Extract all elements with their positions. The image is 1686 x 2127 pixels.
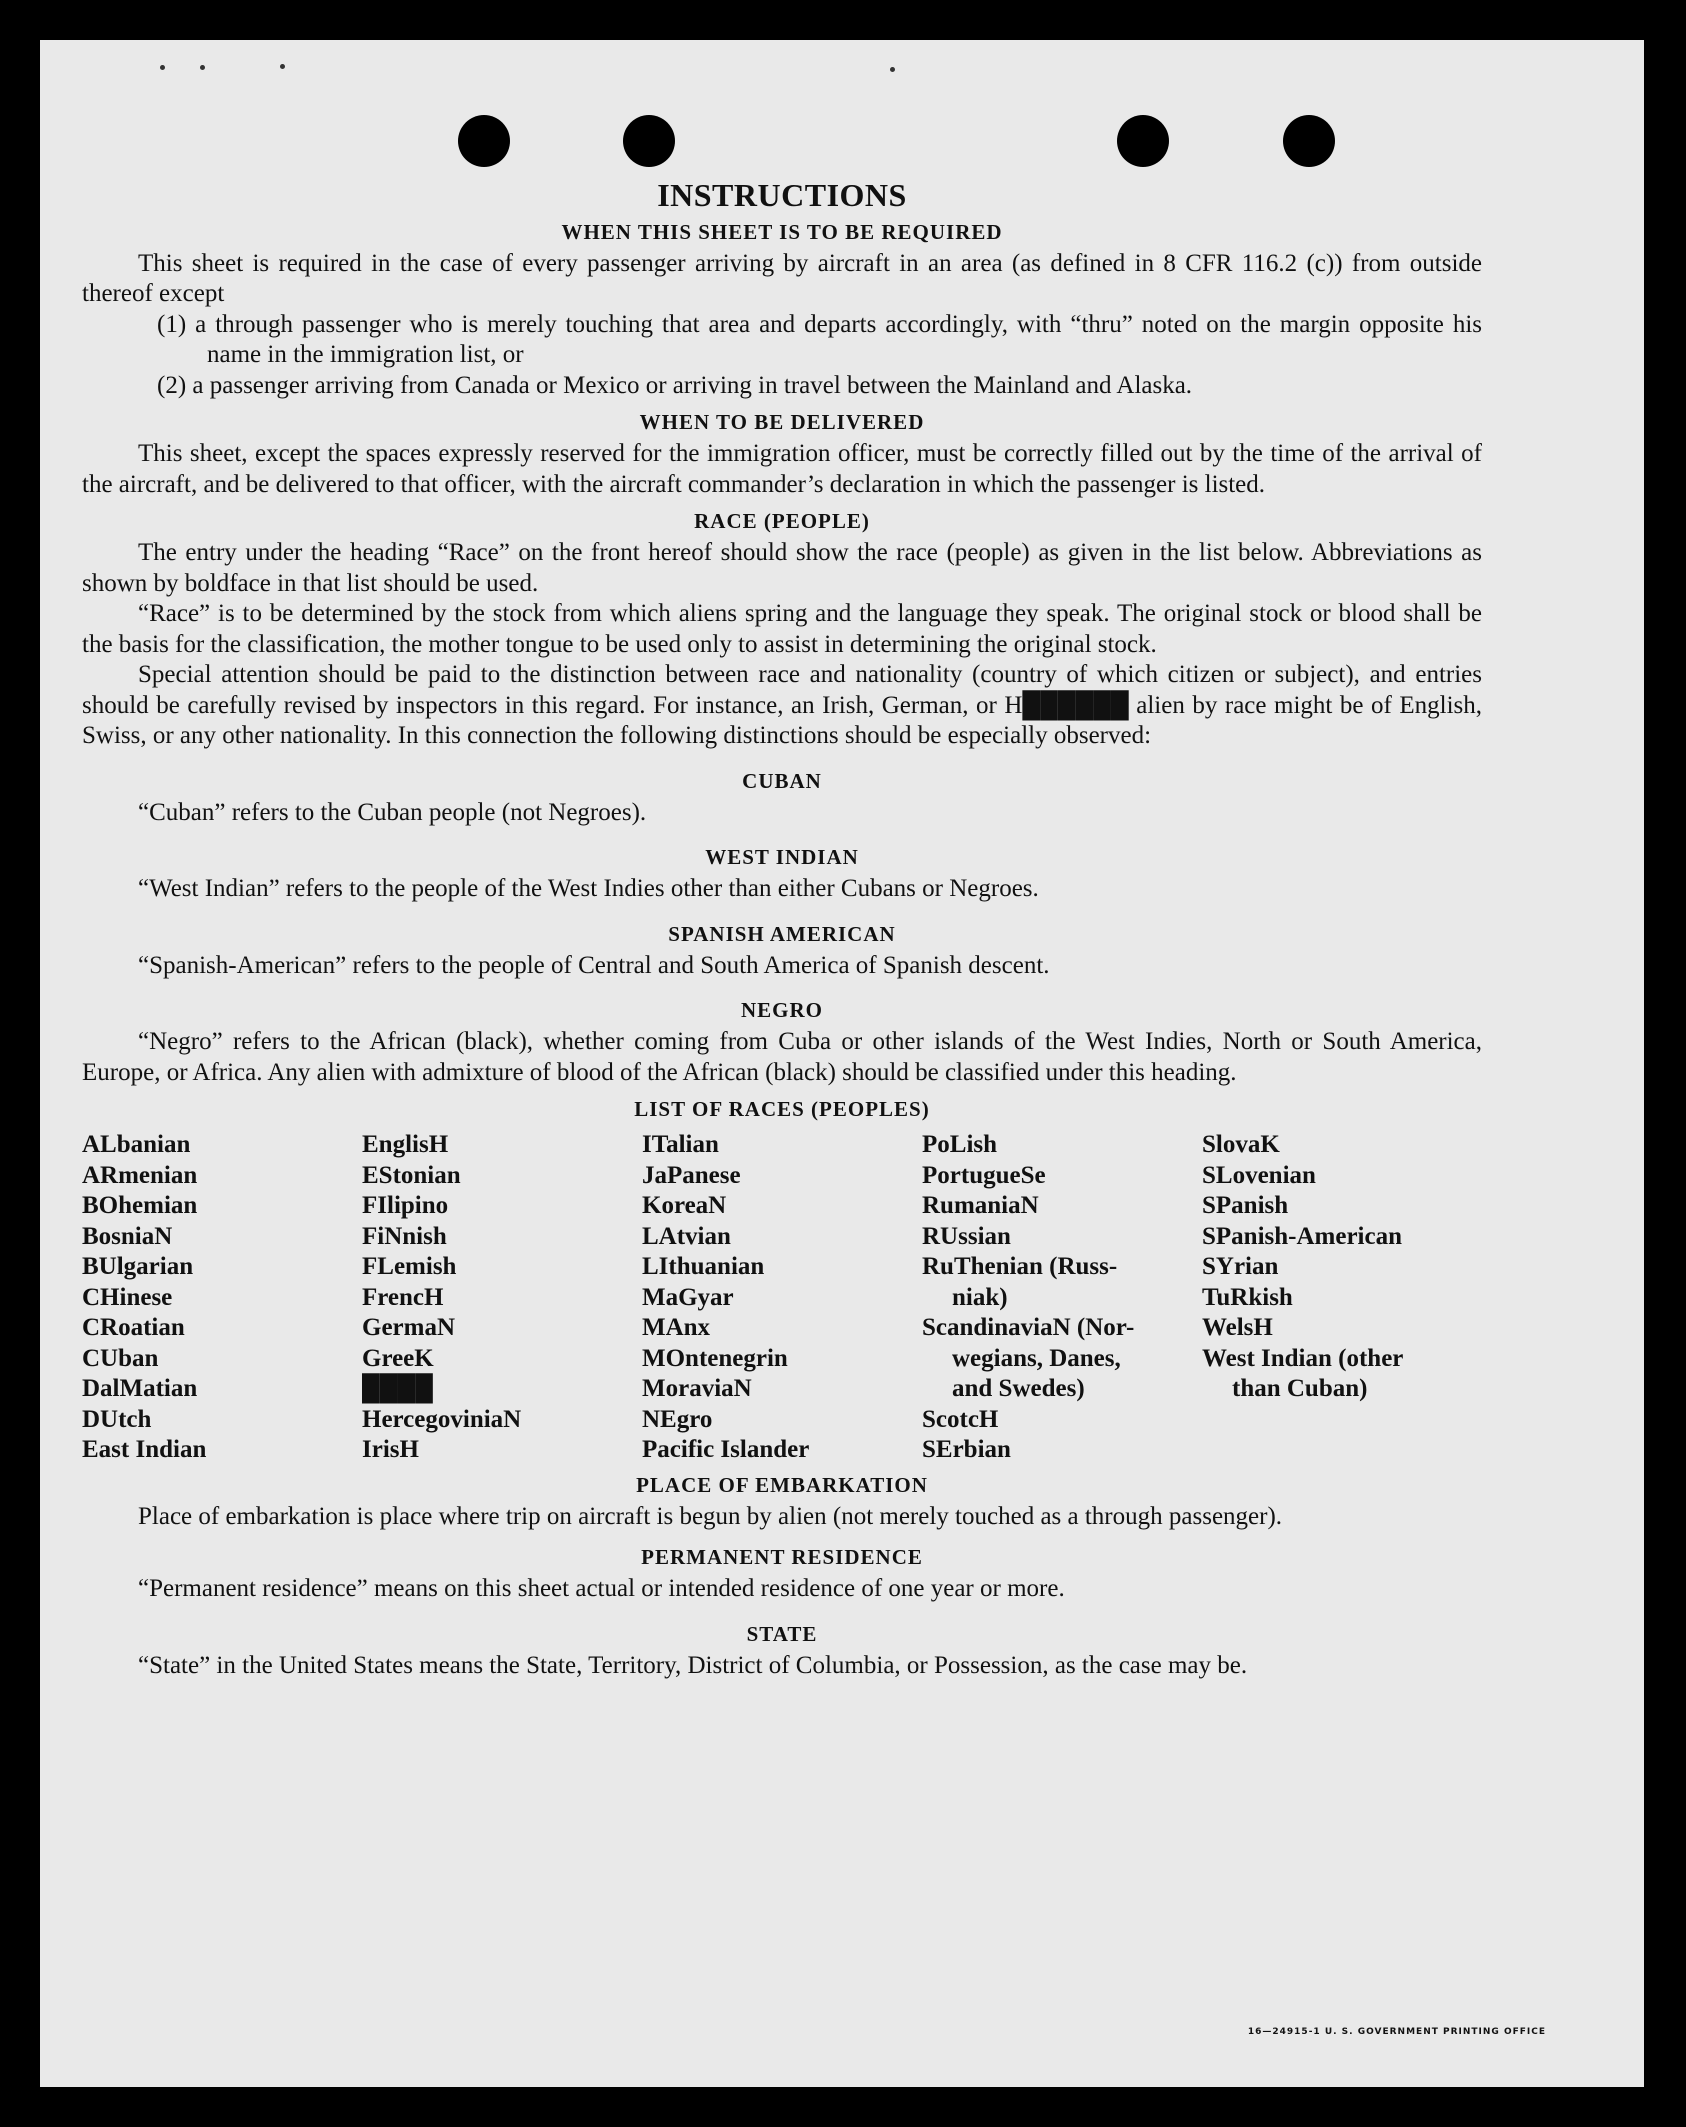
race-item: LIthuanian <box>642 1253 765 1280</box>
paragraph: This sheet, except the spaces expressly reserved for the immigration officer, must be correctly filled out by the time of the arrival of the aircraft, and be delivered to that officer, with the aircraft commander’s declaration in which the passenger is listed. <box>82 440 1482 498</box>
speck <box>280 64 285 69</box>
race-item: SlovaK <box>1202 1131 1280 1158</box>
race-item: FrencH <box>362 1283 444 1311</box>
punch-hole <box>1283 115 1335 167</box>
race-item: West Indian (other <box>1202 1344 1404 1372</box>
race-item: NEgro <box>642 1405 713 1433</box>
paragraph: The entry under the heading “Race” on the front hereof should show the race (people) as given in the list below. Abbreviations as shown by boldface in that list should be used. <box>82 539 1482 597</box>
race-item: MaGyar <box>642 1283 734 1311</box>
speck <box>160 65 165 70</box>
race-column-1 <box>82 1130 362 1466</box>
race-item-redacted: ████ <box>362 1375 433 1402</box>
race-item: FLemish <box>362 1253 457 1280</box>
race-item: CRoatian <box>82 1314 185 1341</box>
race-item: SPanish <box>1202 1192 1289 1219</box>
race-item: MAnx <box>642 1314 711 1341</box>
race-item: WelsH <box>1202 1314 1273 1341</box>
race-item: ITalian <box>642 1131 719 1158</box>
section-heading: RACE (PEOPLE) <box>694 509 870 533</box>
race-item: MoraviaN <box>642 1375 752 1402</box>
race-item: BUlgarian <box>82 1253 194 1280</box>
page-title: INSTRUCTIONS <box>657 177 907 213</box>
race-item: EStonian <box>362 1161 461 1189</box>
race-item: RuThenian (Russ- <box>922 1253 1118 1280</box>
race-item: and Swedes) <box>952 1375 1085 1402</box>
race-item: SLovenian <box>1202 1161 1316 1189</box>
race-item: BosniaN <box>82 1222 173 1250</box>
race-item: DalMatian <box>82 1375 198 1402</box>
race-item: TuRkish <box>1202 1283 1293 1311</box>
race-item: wegians, Danes, <box>952 1344 1121 1372</box>
race-item: MOntenegrin <box>642 1344 788 1372</box>
paragraph: “Permanent residence” means on this sheet actual or intended residence of one year or more. <box>138 1575 1065 1602</box>
race-column-2 <box>362 1130 642 1466</box>
race-item: CHinese <box>82 1283 173 1311</box>
race-item: than Cuban) <box>1232 1375 1368 1402</box>
section-heading: STATE <box>746 1621 818 1646</box>
document-page <box>40 40 1644 2087</box>
paragraph: Special attention should be paid to the distinction between race and nationality (country of which citizen or subject), and entries should be carefully revised by inspectors in this regard. For instance, an Irish, German, or H██████ alien by race might be of English, Swiss, or any other nationality. In this connection the following distinctions should be especially observed: <box>82 661 1482 749</box>
printer-imprint: 16—24915-1 U. S. GOVERNMENT PRINTING OFFICE <box>1247 2027 1546 2037</box>
paragraph: “State” in the United States means the State, Territory, District of Columbia, or Possession, as the case may be. <box>138 1651 1248 1679</box>
race-column-3 <box>642 1130 922 1466</box>
race-item: ScotcH <box>922 1405 999 1433</box>
exception-item: (1) a through passenger who is merely touching that area and departs accordingly, with “thru” noted on the margin opposite his name in the immigration list, or <box>157 310 1482 368</box>
race-item: niak) <box>952 1283 1008 1311</box>
race-list <box>82 1130 1482 1466</box>
punch-hole <box>623 115 675 167</box>
race-item: PortugueSe <box>922 1161 1046 1189</box>
race-item: RumaniaN <box>922 1192 1039 1219</box>
exception-item: (2) a passenger arriving from Canada or Mexico or arriving in travel between the Mainland and Alaska. <box>157 371 1193 399</box>
race-item: ALbanian <box>82 1131 191 1158</box>
race-item: BOhemian <box>82 1192 198 1219</box>
paragraph: “Cuban” refers to the Cuban people (not Negroes). <box>138 798 647 826</box>
section-heading: NEGRO <box>740 998 823 1022</box>
punch-hole <box>458 115 510 167</box>
race-item: FiNnish <box>362 1222 447 1250</box>
race-item: ScandinaviaN (Nor- <box>922 1314 1135 1341</box>
section-heading: WHEN THIS SHEET IS TO BE REQUIRED <box>561 219 1003 244</box>
paragraph: Place of embarkation is place where trip on aircraft is begun by alien (not merely touched as a through passenger). <box>138 1502 1283 1530</box>
race-item: SErbian <box>922 1436 1011 1463</box>
race-item: IrisH <box>362 1436 419 1463</box>
instructions-body <box>82 177 1482 1681</box>
race-item: East Indian <box>82 1436 207 1463</box>
section-heading: CUBAN <box>742 768 822 793</box>
race-column-4 <box>922 1130 1202 1466</box>
race-item: CUban <box>82 1344 159 1372</box>
race-item: SPanish-American <box>1202 1222 1402 1250</box>
section-heading: SPANISH AMERICAN <box>668 921 896 946</box>
race-item: FIlipino <box>362 1192 449 1219</box>
race-item: Pacific Islander <box>642 1436 810 1463</box>
race-column-5 <box>1202 1130 1482 1466</box>
race-item: LAtvian <box>642 1222 731 1250</box>
paragraph: “Negro” refers to the African (black), whether coming from Cuba or other islands of the West Indies, North or South America, Europe, or Africa. Any alien with admixture of blood of the African (black) should be classified under this heading. <box>82 1028 1482 1086</box>
punch-hole <box>1117 115 1169 167</box>
race-item: DUtch <box>82 1405 152 1433</box>
paragraph: This sheet is required in the case of every passenger arriving by aircraft in an area (as defined in 8 CFR 116.2 (c)) from outside thereof except <box>82 249 1482 307</box>
race-item: GermaN <box>362 1314 456 1341</box>
race-item: JaPanese <box>642 1161 741 1189</box>
race-item: PoLish <box>922 1131 998 1158</box>
race-item: RUssian <box>922 1222 1011 1250</box>
section-heading: WEST INDIAN <box>705 845 859 869</box>
speck <box>200 65 205 70</box>
race-item: GreeK <box>362 1344 434 1372</box>
paragraph: “Spanish-American” refers to the people of Central and South America of Spanish descent. <box>138 951 1050 979</box>
section-heading: PERMANENT RESIDENCE <box>641 1545 923 1569</box>
paragraph: “West Indian” refers to the people of the West Indies other than either Cubans or Negroes. <box>138 875 1039 902</box>
race-item: HercegoviniaN <box>362 1405 522 1433</box>
race-item: SYrian <box>1202 1253 1279 1280</box>
section-heading: LIST OF RACES (PEOPLES) <box>634 1097 930 1121</box>
speck <box>890 67 895 72</box>
section-heading: WHEN TO BE DELIVERED <box>639 410 925 434</box>
section-heading: PLACE OF EMBARKATION <box>636 1472 928 1497</box>
race-item: EnglisH <box>362 1131 449 1158</box>
race-item: ARmenian <box>82 1161 198 1189</box>
paragraph: “Race” is to be determined by the stock from which aliens spring and the language they speak. The original stock or blood shall be the basis for the classification, the mother tongue to be used only to assist in determining the original stock. <box>82 600 1482 658</box>
race-item: KoreaN <box>642 1192 727 1219</box>
